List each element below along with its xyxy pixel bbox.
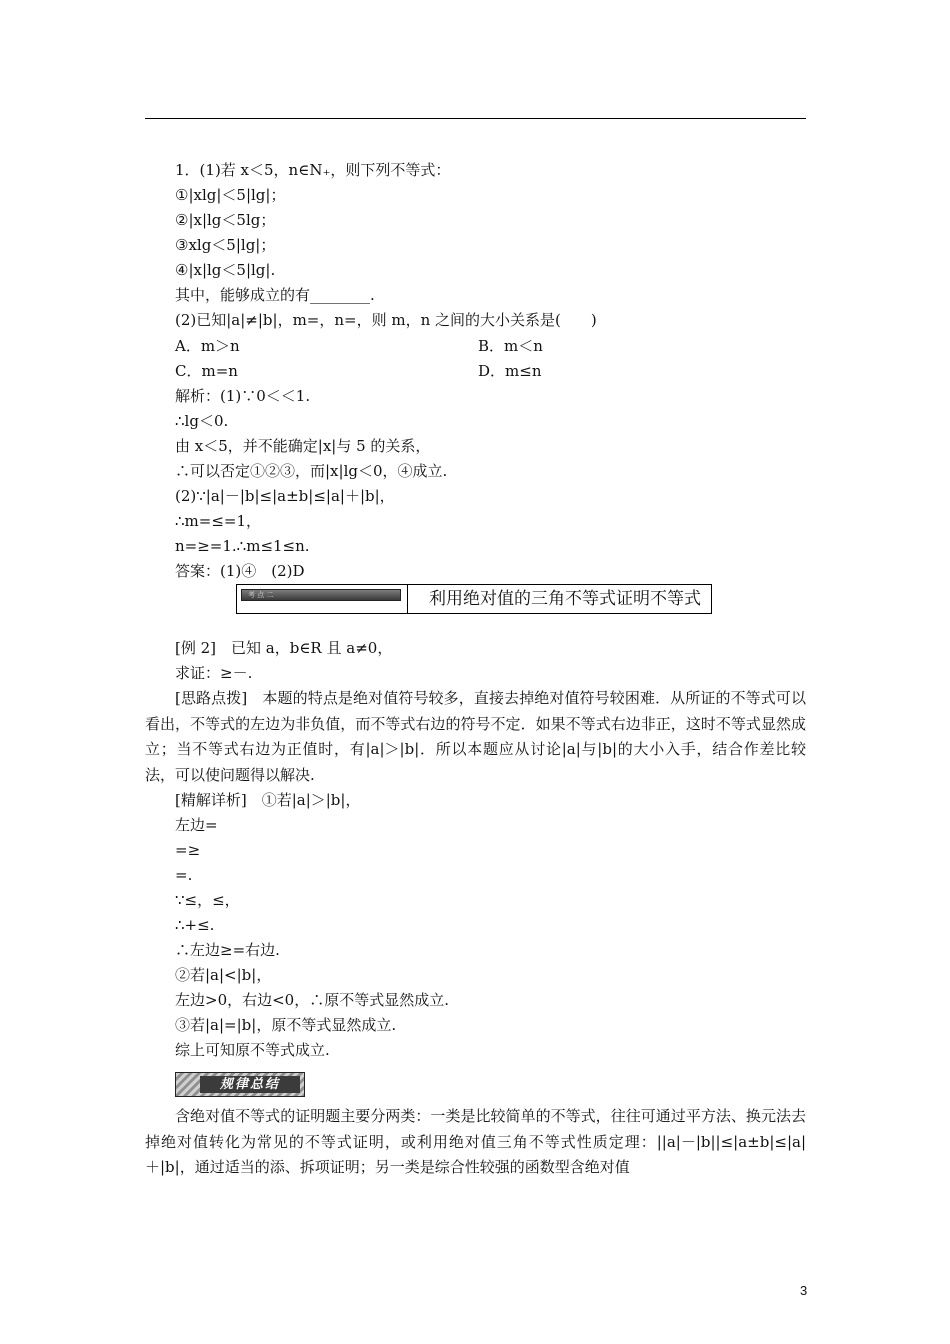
detail-line: 左边>0，右边<0，∴原不等式显然成立. [175, 991, 449, 1009]
q1-part2: (2)已知|a|≠|b|，m=，n=，则 m，n 之间的大小关系是( ) [175, 311, 597, 329]
q1-option-1: ①|xlg|＜5|lg|； [175, 186, 286, 204]
section-banner [236, 584, 712, 614]
detail-line: [精解详析] ①若|a|＞|b|， [175, 791, 361, 809]
hint-text: [思路点拨] 本题的特点是绝对值符号较多，直接去掉绝对值符号较困难．从所证的不等式可以看出，不等式的左边为非负值，而不等式右边的符号不定．如果不等式右边非正，这时不等式显然成立；当不等式右边为正值时，有|a|＞|b|．所以本题应从讨论|a|与|b|的大小入手，结合作差比较法，可以使问题得以解决. [145, 689, 806, 784]
choice-d: D．m≤n [478, 362, 542, 380]
q1-stem: 1．(1)若 x＜5，n∈N₊，则下列不等式： [175, 161, 451, 179]
solution-line: (2)∵|a|－|b|≤|a±b|≤|a|＋|b|， [175, 487, 395, 505]
summary-tag-label: 规律总结 [200, 1076, 300, 1093]
detail-line: =≥ [175, 841, 201, 859]
summary-tag [175, 1072, 305, 1097]
detail-line: 左边= [175, 816, 218, 834]
banner-tag: 考 点 二 [241, 589, 401, 601]
choice-b: B．m＜n [478, 337, 543, 355]
detail-line: 综上可知原不等式成立. [175, 1041, 330, 1059]
q1-which: 其中，能够成立的有________. [175, 286, 375, 304]
hint-paragraph [145, 686, 806, 788]
detail-line: ∴+≤. [175, 916, 215, 934]
summary-text: 含绝对值不等式的证明题主要分两类：一类是比较简单的不等式，往往可通过平方法、换元法去掉绝对值转化为常见的不等式证明，或利用绝对值三角不等式性质定理：||a|－|b||≤|a±b|≤|a|＋|b|，通过适当的添、拆项证明；另一类是综合性较强的函数型含绝对值 [145, 1107, 806, 1176]
solution-line: ∴m=≤=1， [175, 512, 262, 530]
choice-a: A．m＞n [175, 337, 240, 355]
q1-option-4: ④|x|lg＜5|lg|. [175, 261, 276, 279]
example-title: [例 2] 已知 a，b∈R 且 a≠0， [175, 639, 393, 657]
page-number: 3 [800, 1283, 808, 1298]
banner-title: 利用绝对值的三角不等式证明不等式 [429, 589, 701, 609]
choice-c: C．m=n [175, 362, 238, 380]
summary-paragraph [145, 1104, 806, 1181]
solution-line: ∴可以否定①②③，而|x|lg＜0，④成立. [175, 462, 448, 480]
solution-line: 由 x＜5，并不能确定|x|与 5 的关系， [175, 437, 431, 455]
detail-line: ∴左边≥=右边. [175, 941, 280, 959]
detail-line: ②若|a|<|b|， [175, 966, 272, 984]
example-prove: 求证：≥－. [175, 664, 253, 682]
banner-divider [407, 585, 408, 613]
solution-line: ∴lg＜0. [175, 412, 229, 430]
detail-line: =. [175, 866, 193, 884]
solution-line: n=≥=1.∴m≤1≤n. [175, 537, 310, 555]
detail-line: ③若|a|=|b|，原不等式显然成立. [175, 1016, 397, 1034]
solution-line: 解析：(1)∵0＜＜1. [175, 387, 311, 405]
q1-option-3: ③xlg＜5|lg|； [175, 236, 276, 254]
header-rule [145, 118, 806, 119]
q1-option-2: ②|x|lg＜5lg； [175, 211, 276, 229]
answer-line: 答案：(1)④ (2)D [175, 562, 305, 580]
detail-line: ∵≤，≤， [175, 891, 240, 909]
